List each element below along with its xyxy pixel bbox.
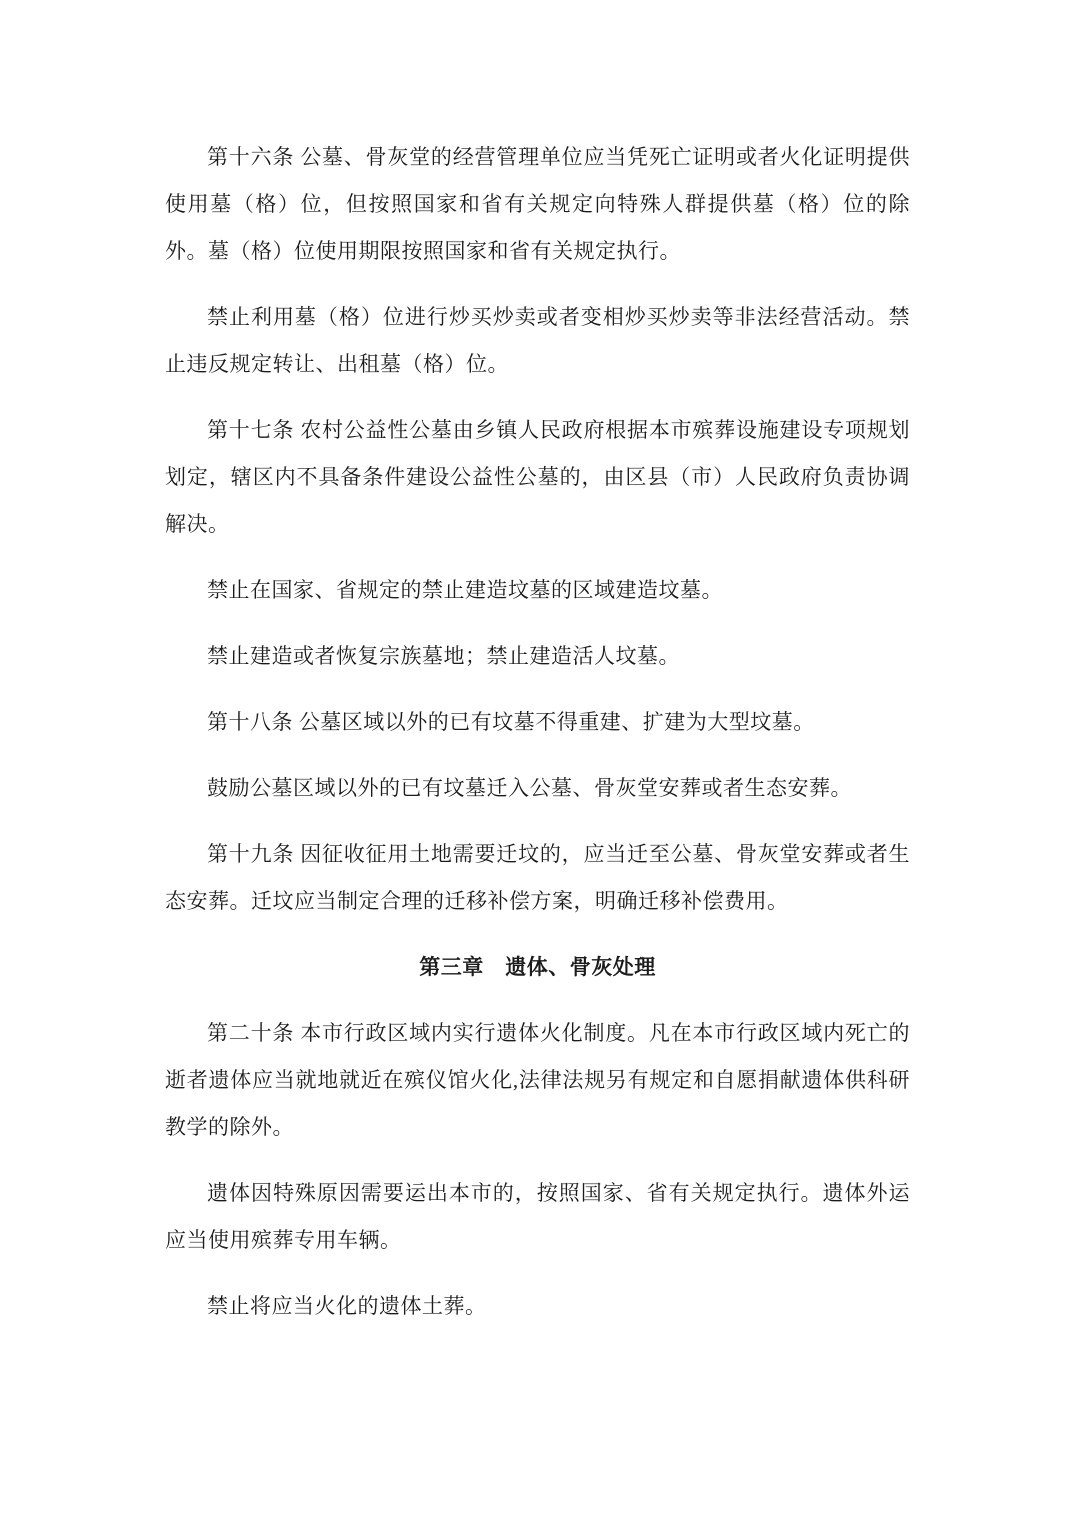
paragraph: 禁止在国家、省规定的禁止建造坟墓的区域建造坟墓。	[207, 578, 723, 602]
paragraph: 第十八条 公墓区域以外的已有坟墓不得重建、扩建为大型坟墓。	[207, 710, 815, 734]
paragraph: 鼓励公墓区域以外的已有坟墓迁入公墓、骨灰堂安葬或者生态安葬。	[207, 776, 852, 800]
paragraph: 第二十条 本市行政区域内实行遗体火化制度。凡在本市行政区域内死亡的逝者遗体应当就地就近在殡仪馆火化,法律法规另有规定和自愿捐献遗体供科研教学的除外。	[165, 1021, 910, 1139]
paragraph: 第十六条 公墓、骨灰堂的经营管理单位应当凭死亡证明或者火化证明提供使用墓（格）位，但按照国家和省有关规定向特殊人群提供墓（格）位的除外。墓（格）位使用期限按照国家和省有关规定执行。	[165, 145, 910, 263]
paragraph: 禁止将应当火化的遗体土葬。	[207, 1294, 487, 1318]
paragraph: 遗体因特殊原因需要运出本市的，按照国家、省有关规定执行。遗体外运应当使用殡葬专用车辆。	[165, 1181, 910, 1252]
chapter-heading: 第三章 遗体、骨灰处理	[419, 955, 656, 979]
paragraph: 第十七条 农村公益性公墓由乡镇人民政府根据本市殡葬设施建设专项规划划定，辖区内不具备条件建设公益性公墓的，由区县（市）人民政府负责协调解决。	[165, 418, 910, 536]
paragraph: 禁止利用墓（格）位进行炒买炒卖或者变相炒买炒卖等非法经营活动。禁止违反规定转让、出租墓（格）位。	[165, 305, 910, 376]
paragraph: 禁止建造或者恢复宗族墓地；禁止建造活人坟墓。	[207, 644, 680, 668]
paragraph: 第十九条 因征收征用土地需要迁坟的，应当迁至公墓、骨灰堂安葬或者生态安葬。迁坟应当制定合理的迁移补偿方案，明确迁移补偿费用。	[165, 842, 910, 913]
document-content	[165, 134, 910, 1330]
